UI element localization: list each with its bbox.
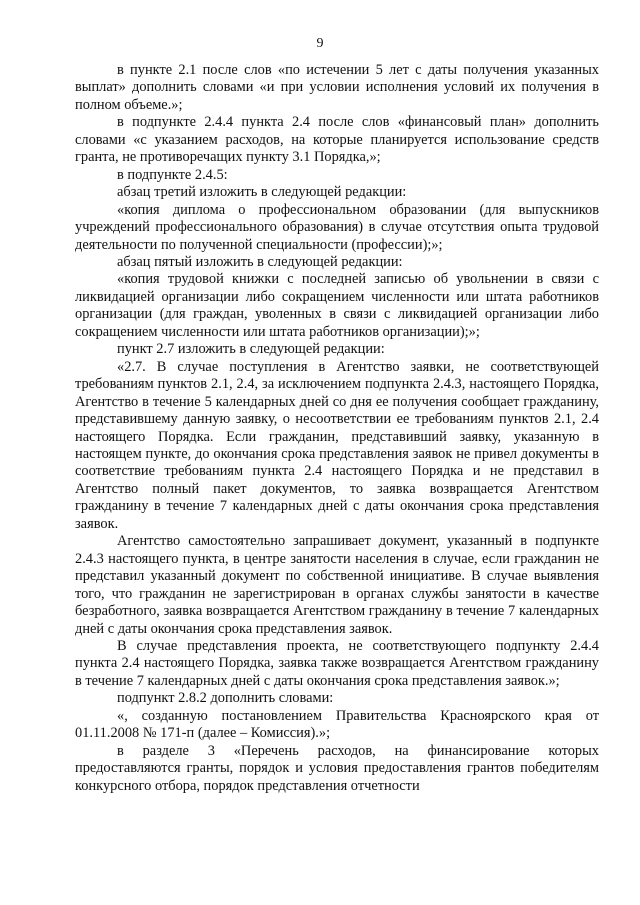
paragraph: «копия трудовой книжки с последней записью об увольнении в связи с ликвидацией организации либо сокращением численности или штата работников организации (для граждан, уволенных в связи с ликвидацией организации либо сокращением численности или штата работников организации);»; <box>75 271 599 340</box>
paragraph: подпункт 2.8.2 дополнить словами: <box>117 690 334 707</box>
paragraph: в подпункте 2.4.5: <box>117 166 228 183</box>
document-body <box>75 62 599 795</box>
paragraph: в разделе 3 «Перечень расходов, на финансирование которых предоставляются гранты, порядок и условия предоставления грантов победителям конкурсного отбора, порядок представления отчетности <box>75 742 599 794</box>
paragraph: «, созданную постановлением Правительства Красноярского края от 01.11.2008 № 171-п (далее – Комиссия).»; <box>75 707 599 742</box>
paragraph: «копия диплома о профессиональном образовании (для выпускников учреждений профессионального образования) в случае отсутствия опыта трудовой деятельности по полученной специальности (профессии);»; <box>75 201 599 253</box>
paragraph: абзац пятый изложить в следующей редакции: <box>117 253 403 270</box>
paragraph: пункт 2.7 изложить в следующей редакции: <box>117 341 385 358</box>
paragraph: В случае представления проекта, не соответствующего подпункту 2.4.4 пункта 2.4 настоящего Порядка, заявка также возвращается Агентством гражданину в течение 7 календарных дней с даты окончания срока представления заявок.»; <box>75 637 599 689</box>
paragraph: абзац третий изложить в следующей редакции: <box>117 184 407 201</box>
paragraph: в подпункте 2.4.4 пункта 2.4 после слов «финансовый план» дополнить словами «с указанием расходов, на которые планируется использование средств гранта, не противоречащих пункту 3.1 Порядка,»; <box>75 114 599 166</box>
page-number: 9 <box>316 36 324 51</box>
paragraph: «2.7. В случае поступления в Агентство заявки, не соответствующей требованиям пунктов 2.1, 2.4, за исключением подпункта 2.4.3, настоящего Порядка, Агентство в течение 5 календарных дней со дня ее получения сообщает гражданину, представившему данную заявку, о несоответствии ее требованиям пунктов 2.1, 2.4 настоящего Порядка. Если гражданин, представивший заявку, указанную в настоящем пункте, до окончания срока представления заявок не привел документы в соответствие требованиям пункта 2.4 настоящего Порядка и не представил в Агентство полный пакет документов, то заявка возвращается Агентством гражданину в течение 7 календарных дней с даты окончания срока представления заявок. <box>75 358 599 532</box>
paragraph: Агентство самостоятельно запрашивает документ, указанный в подпункте 2.4.3 настоящего пункта, в центре занятости населения в случае, если гражданин не представил указанный документ по собственной инициативе. В случае выявления того, что гражданин не зарегистрирован в органах службы занятости в качестве безработного, заявка возвращается Агентством гражданину в течение 7 календарных дней с даты окончания срока представления заявок. <box>75 533 599 637</box>
paragraph: в пункте 2.1 после слов «по истечении 5 лет с даты получения указанных выплат» дополнить словами «и при условии исполнения условий их получения в полном объеме.»; <box>75 62 599 113</box>
